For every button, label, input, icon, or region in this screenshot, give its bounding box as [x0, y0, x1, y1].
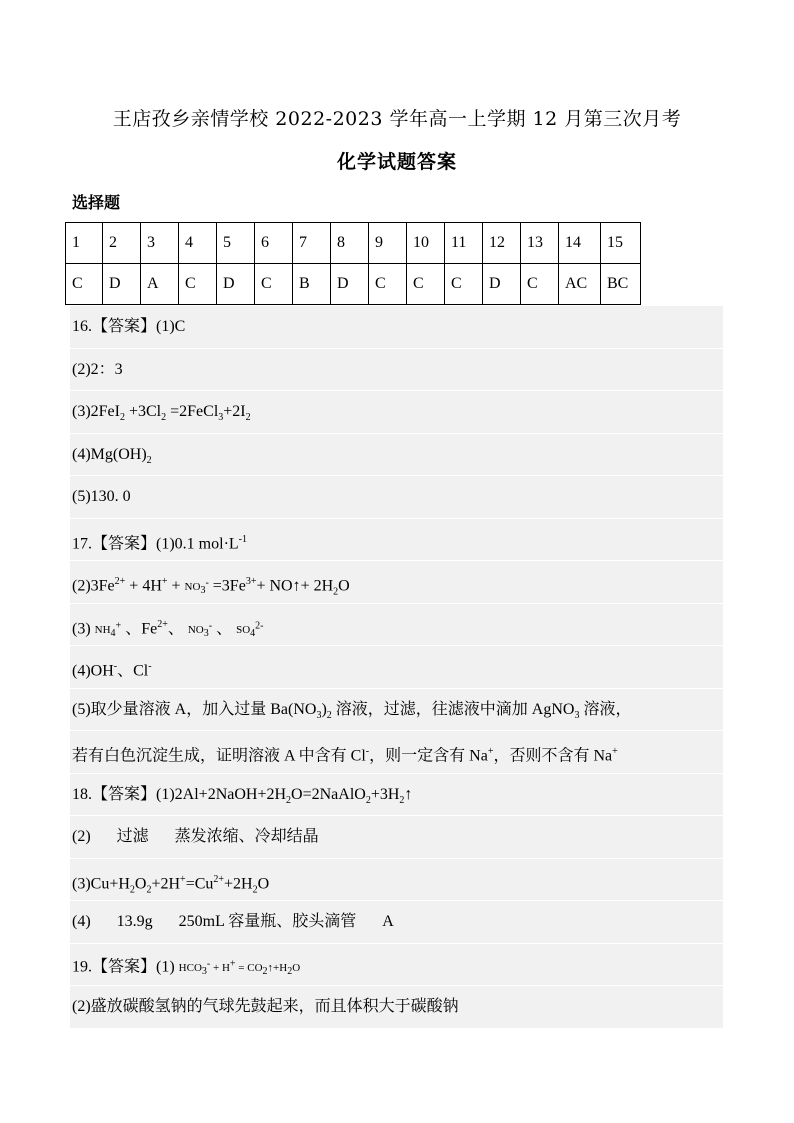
question-number-cell: 11: [445, 223, 483, 264]
answer-cell: A: [141, 264, 179, 305]
q19-line-2: (2)盛放碳酸氢钠的气球先鼓起来，而且体积大于碳酸钠: [70, 986, 723, 1029]
question-number-cell: 1: [66, 223, 103, 264]
q18-line-3: $(3)Cu+H_2O_2+2H^+=Cu^{2+}+2H_2O$: [70, 859, 723, 902]
answer-cell: D: [483, 264, 521, 305]
q17-line-5b: 若有白色沉淀生成，证明溶液 A 中含有 Cl-，则一定含有 Na+，否则不含有 Na+: [70, 731, 723, 774]
q16-line-4: $(4)Mg(OH)_2$: [70, 434, 723, 477]
q18-p2-answer-b: 蒸发浓缩、冷却结晶: [174, 828, 319, 845]
question-number-cell: 4: [179, 223, 217, 264]
q16-line-2: (2)2：3: [70, 349, 723, 392]
answer-cell: C: [66, 264, 103, 305]
answer-cell: B: [293, 264, 331, 305]
q18-line-4: [70, 901, 723, 944]
q17-line-2: $(2)3Fe^{2+} + 4H^+ + NO_3^- =3Fe^{3+}+$ NO↑+ $2H_2O$: [70, 561, 723, 604]
q16-label: 16.【答案】: [72, 318, 157, 335]
question-number-cell: 5: [217, 223, 255, 264]
q17-line-1: 17.【答案】(1)0.1 $mol\cdot L^{-1}$: [70, 519, 723, 562]
q19-label: 19.【答案】: [72, 958, 157, 976]
q18-p4-answer-a: 13.9g: [116, 913, 153, 930]
q17-label: 17.【答案】: [72, 534, 157, 552]
question-number-cell: 15: [601, 223, 641, 264]
question-number-cell: 12: [483, 223, 521, 264]
section-label: 选择题: [72, 193, 121, 212]
question-number-cell: 3: [141, 223, 179, 264]
q18-label: 18.【答案】: [72, 785, 157, 803]
question-number-cell: 7: [293, 223, 331, 264]
answer-row: [66, 264, 641, 305]
page-subtitle: 化学试题答案: [336, 151, 457, 173]
answer-cell: C: [255, 264, 293, 305]
q16-line-5: (5)130. 0: [70, 476, 723, 519]
question-number-row: [66, 223, 641, 264]
q17-line-4: (4)OH-、Cl-: [70, 646, 723, 689]
choice-answer-table: [65, 222, 641, 305]
answer-cell: AC: [559, 264, 601, 305]
question-number-cell: 9: [369, 223, 407, 264]
question-number-cell: 14: [559, 223, 601, 264]
q17-line-5a: (5)取少量溶液 A，加入过量 $Ba(NO_3)_2$ 溶液，过滤，往滤液中滴加 AgNO$_3$ 溶液，: [70, 689, 737, 732]
q18-line-1: 18.【答案】$(1)2Al+2NaOH+2H_2O=2NaAlO_2+3H_2↑$: [70, 774, 723, 817]
question-number-cell: 13: [521, 223, 559, 264]
answer-cell: C: [407, 264, 445, 305]
answer-cell: D: [217, 264, 255, 305]
answer-content: [70, 306, 723, 1029]
answer-cell: D: [331, 264, 369, 305]
question-number-cell: 2: [103, 223, 141, 264]
q18-line-2: [70, 816, 723, 859]
q16-line-3: $(3)2FeI_2 +3Cl_2$ $=2FeCl_3+2I_2$: [70, 391, 723, 434]
question-number-cell: 6: [255, 223, 293, 264]
q18-p4-answer-b: 250mL 容量瓶、胶头滴管: [178, 913, 357, 930]
answer-cell: BC: [601, 264, 641, 305]
answer-cell: D: [103, 264, 141, 305]
q16-line-1: 16.【答案】(1)C: [70, 306, 723, 349]
q18-p4-answer-c: A: [382, 913, 394, 930]
q19-p1-number: (1): [156, 958, 175, 976]
page-title: 王店孜乡亲情学校 2022-2023 学年高一上学期 12 月第三次月考: [112, 108, 682, 130]
answer-cell: C: [521, 264, 559, 305]
q18-p4-number: (4): [72, 913, 91, 930]
question-number-cell: 8: [331, 223, 369, 264]
answer-cell: C: [179, 264, 217, 305]
question-number-cell: 10: [407, 223, 445, 264]
q19-line-1: 19.【答案】(1) $HCO_3^- + H^+$ = $CO_2↑+H_2O$: [70, 944, 723, 987]
answer-cell: C: [369, 264, 407, 305]
q18-p2-number: (2): [72, 828, 91, 845]
q17-line-3: (3) $NH_4^+$ 、$Fe^{2+}$、 $NO_3^-$ 、 $SO_4^{2-}$: [70, 604, 723, 647]
answer-cell: C: [445, 264, 483, 305]
q18-p2-answer-a: 过滤: [116, 828, 149, 845]
